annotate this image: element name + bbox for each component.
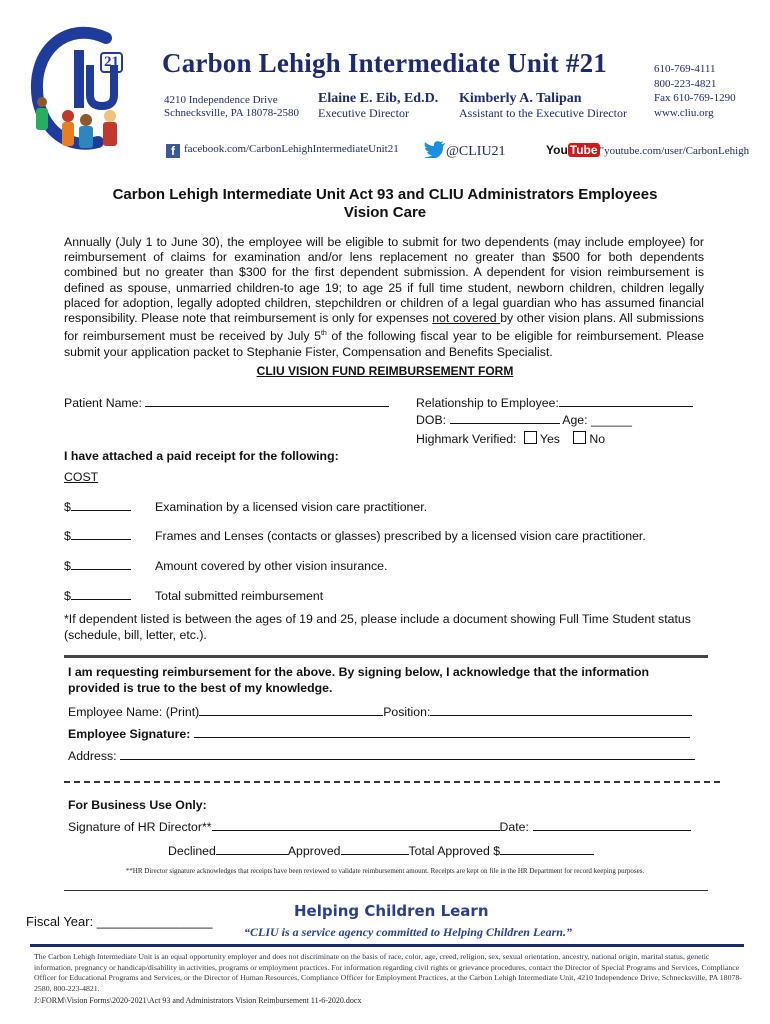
org-title: Carbon Lehigh Intermediate Unit #21 bbox=[162, 48, 607, 78]
hr-signature-label: Signature of HR Director** bbox=[68, 820, 212, 834]
contact-block bbox=[654, 62, 736, 120]
twitter-link[interactable] bbox=[424, 141, 506, 163]
para-underlined: not covered bbox=[432, 311, 501, 326]
highmark-label: Highmark Verified: bbox=[416, 432, 517, 446]
employee-signature-field[interactable] bbox=[194, 737, 690, 738]
logo-number: 21 bbox=[104, 54, 119, 70]
para-part3: of the following fiscal year to be eligible for reimbursement. Please submit your application packet to Stephanie Fister, Compensation and Benefits Specialist. bbox=[64, 329, 704, 359]
attached-label: I have attached a paid receipt for the following: bbox=[64, 449, 339, 463]
highmark-no-checkbox[interactable] bbox=[573, 431, 586, 444]
director-title: Executive Director bbox=[318, 106, 409, 120]
hr-signature-field[interactable] bbox=[212, 830, 500, 831]
cost-label: COST bbox=[64, 470, 99, 484]
relationship-row bbox=[416, 396, 693, 410]
page-title bbox=[0, 186, 770, 222]
facebook-icon: f bbox=[166, 144, 180, 158]
youtube-text: youtube.com/user/CarbonLehigh bbox=[604, 145, 750, 157]
cost-item-total: Total submitted reimbursement bbox=[155, 589, 324, 603]
cliu-logo bbox=[28, 20, 160, 165]
declined-field[interactable] bbox=[216, 854, 288, 855]
cost-row-other bbox=[64, 559, 131, 573]
para-part2: by other vision plans. All submissions for reimbursement must be received by July 5 bbox=[64, 311, 704, 344]
address-line2: Schnecksville, PA 18078-2580 bbox=[164, 107, 299, 119]
twitter-bird-icon bbox=[424, 141, 446, 163]
no-label: No bbox=[589, 432, 606, 446]
dob-label: DOB: bbox=[416, 413, 447, 427]
dollar-sign: $ bbox=[64, 589, 71, 603]
eligibility-paragraph bbox=[64, 235, 704, 360]
cost-item-other: Amount covered by other vision insurance. bbox=[155, 559, 388, 573]
facebook-text: facebook.com/CarbonLehighIntermediateUnit21 bbox=[184, 143, 399, 155]
date-label: Date: bbox=[499, 820, 529, 834]
slogan-quote: “CLIU is a service agency committed to Helping Children Learn.” bbox=[244, 925, 572, 939]
dollar-sign: $ bbox=[64, 500, 71, 514]
fax: Fax 610-769-1290 bbox=[654, 92, 736, 104]
cost-row-frames bbox=[64, 529, 131, 543]
declined-label: Declined bbox=[168, 844, 216, 858]
relationship-field[interactable] bbox=[559, 406, 693, 407]
hr-footnote: **HR Director signature acknowledges that receipts have been reviewed to validate reimbursement amount. Receipts are kept on file in the HR Department for record keeping purposes. bbox=[125, 867, 645, 875]
cost-field-other[interactable] bbox=[71, 569, 131, 570]
slogan-title: Helping Children Learn bbox=[294, 902, 489, 920]
fiscal-year-label: Fiscal Year: ________________ bbox=[26, 914, 213, 929]
employee-name-row bbox=[68, 705, 692, 719]
dollar-sign: $ bbox=[64, 529, 71, 543]
cost-row-total bbox=[64, 589, 131, 603]
assistant-title: Assistant to the Executive Director bbox=[459, 106, 627, 120]
phone2: 800-223-4821 bbox=[654, 77, 717, 90]
address-label: Address: bbox=[68, 749, 117, 763]
section-divider bbox=[64, 655, 708, 658]
yes-label: Yes bbox=[539, 432, 560, 446]
form-heading: CLIU VISION FUND REIMBURSEMENT FORM bbox=[256, 364, 514, 378]
director-block bbox=[318, 91, 438, 120]
employee-name-label: Employee Name: (Print) bbox=[68, 705, 200, 719]
approved-field[interactable] bbox=[341, 854, 409, 855]
total-approved-field[interactable] bbox=[500, 854, 594, 855]
cost-field-exam[interactable] bbox=[71, 510, 131, 511]
assistant-name: Kimberly A. Talipan bbox=[459, 91, 582, 106]
facebook-link[interactable] bbox=[166, 143, 399, 158]
employee-name-field[interactable] bbox=[199, 715, 383, 716]
footer-disclaimer: The Carbon Lehigh Intermediate Unit is an equal opportunity employer and does not discriminate on the basis of race, color, age, creed, religion, sex, sexual orientation, ancestry, national origin, marital status, genetic information, pregnancy or handicap/disability in activities, programs or employment practices. For information regarding civil rights or grievance procedures, contact the Director of Special Programs and Services, Compliance Officer for Educational Programs and Services, or the Director of Human Resources, Compliance Officer for Employment Practices, at the Carbon Lehigh Intermediate Unit, 4210 Independence Drive, Schnecksville, PA 18078-2580, 800-223-4821. bbox=[34, 952, 742, 993]
total-approved-label: Total Approved $ bbox=[408, 844, 501, 858]
cost-field-frames[interactable] bbox=[71, 539, 131, 540]
position-field[interactable] bbox=[430, 715, 692, 716]
approval-row bbox=[168, 844, 594, 858]
business-heading: For Business Use Only: bbox=[68, 798, 207, 812]
website[interactable]: www.cliu.org bbox=[654, 106, 714, 119]
dob-field[interactable] bbox=[450, 423, 560, 424]
cost-item-exam: Examination by a licensed vision care practitioner. bbox=[155, 500, 428, 514]
bottom-divider bbox=[64, 890, 708, 891]
employee-signature-label: Employee Signature: bbox=[68, 727, 191, 741]
cost-item-frames: Frames and Lenses (contacts or glasses) prescribed by a licensed vision care practitioner. bbox=[155, 529, 646, 543]
hr-signature-row bbox=[68, 820, 691, 834]
cost-field-total[interactable] bbox=[71, 599, 131, 600]
para-part1: Annually (July 1 to June 30), the employee will be eligible to submit for two dependents (may include employee) for reimbursement of claims for examination and/or lens replacement no greater than $500 for both dependents combined but no greater than $300 for the first dependent submission. A dependent for vision reimbursement is defined as spouse, unmarried children-to age 19; to age 25 if full time student, newborn children, children legally placed for adoption, legally adopted children, stepchildren or children of a legal guardian who has assumed financial responsibility. Please note that reimbursement is only for expenses bbox=[64, 235, 704, 326]
employee-signature-row bbox=[68, 727, 690, 741]
highmark-yes-checkbox[interactable] bbox=[524, 431, 537, 444]
org-address bbox=[164, 94, 299, 120]
phone1: 610-769-4111 bbox=[654, 63, 716, 75]
position-label: Position: bbox=[383, 705, 431, 719]
relationship-label: Relationship to Employee: bbox=[416, 396, 559, 410]
twitter-handle: @CLIU21 bbox=[446, 144, 506, 159]
patient-name-field[interactable] bbox=[145, 406, 389, 407]
approved-label: Approved bbox=[287, 844, 341, 858]
youtube-link[interactable]: You Tube "youtube.com/user/CarbonLehigh bbox=[546, 143, 750, 157]
assistant-block bbox=[459, 91, 627, 120]
director-name: Elaine E. Eib, Ed.D. bbox=[318, 91, 439, 106]
dob-row bbox=[416, 413, 632, 427]
dependent-note: *If dependent listed is between the ages of 19 and 25, please include a document showing Full Time Student status (schedule, bill, letter, etc.). bbox=[64, 612, 691, 642]
youtube-icon: You Tube bbox=[546, 143, 598, 157]
highmark-row bbox=[416, 431, 605, 446]
address-row bbox=[68, 749, 695, 763]
logo-21-badge bbox=[100, 52, 123, 73]
title-line2: Vision Care bbox=[343, 204, 427, 221]
date-field[interactable] bbox=[533, 830, 691, 831]
address-line1: 4210 Independence Drive bbox=[164, 94, 278, 106]
acknowledgement-text: I am requesting reimbursement for the above. By signing below, I acknowledge that the information provided is true to the best of my knowledge. bbox=[68, 665, 650, 695]
footer-divider bbox=[30, 944, 744, 947]
patient-name-row bbox=[64, 396, 389, 410]
age-label: Age: ______ bbox=[562, 413, 632, 427]
dashed-divider bbox=[64, 781, 720, 783]
para-superscript: th bbox=[320, 330, 327, 338]
dollar-sign: $ bbox=[64, 559, 71, 573]
patient-name-label: Patient Name: bbox=[64, 396, 142, 410]
cost-row-exam bbox=[64, 500, 131, 514]
file-path: J:\FORM\Vision Forms\2020-2021\Act 93 and Administrators Vision Reimbursement 11-6-2020.docx bbox=[34, 996, 362, 1005]
address-field[interactable] bbox=[120, 759, 695, 760]
title-line1: Carbon Lehigh Intermediate Unit Act 93 and CLIU Administrators Employees bbox=[112, 186, 658, 203]
